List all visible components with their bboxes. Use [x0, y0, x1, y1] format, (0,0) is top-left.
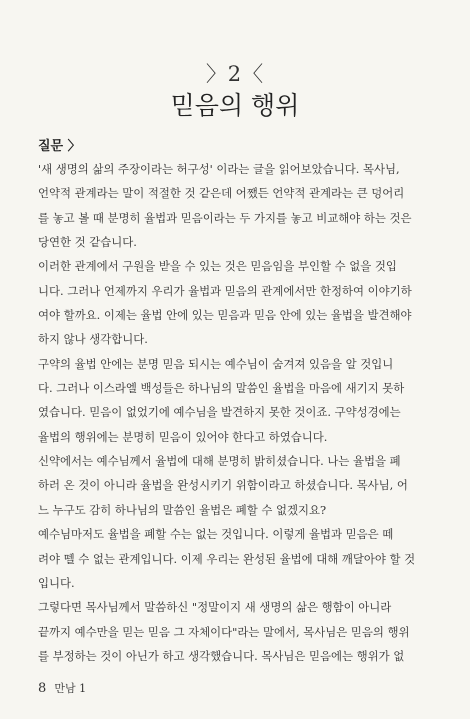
- text-line: 느 누구도 감히 하나님의 말씀인 율법은 폐할 수 없겠지요?: [38, 502, 327, 517]
- chapter-number: 〉2〈: [205, 62, 265, 86]
- text-line: 언약적 관계라는 말이 적절한 것 같은데 어쨌든 언약적 관계라는 큰 덩어리: [38, 186, 405, 201]
- text-line: 율법의 행위에는 분명히 믿음이 있어야 한다고 하였습니다.: [38, 429, 328, 444]
- text-line: 를 부정하는 것이 아닌가 하고 생각했습니다. 목사님은 믿음에는 행위가 없: [38, 648, 405, 663]
- page-footer: [38, 680, 86, 696]
- text-line: 였습니다. 믿음이 없었기에 예수님을 발견하지 못한 것이죠. 구약성경에는: [38, 405, 401, 420]
- text-line: '새 생명의 삶의 주장이라는 허구성' 이라는 글을 읽어보았습니다. 목사님,: [38, 162, 400, 176]
- text-line: 니다. 그러나 언제까지 우리가 율법과 믿음의 관계에서만 한정하여 이야기하: [38, 283, 412, 298]
- text-line: 구약의 율법 안에는 분명 믿음 되시는 예수님이 숨겨져 있음을 알 것입니: [38, 356, 394, 371]
- text-line: 이러한 관계에서 구원을 받을 수 있는 것은 믿음임을 부인할 수 없을 것입: [38, 259, 397, 274]
- section-label: 질문 〉: [38, 139, 81, 154]
- chapter-title: 믿음의 행위: [170, 91, 300, 120]
- text-line: 를 놓고 볼 때 분명히 율법과 믿음이라는 두 가지를 놓고 비교해야 하는 것은: [38, 210, 412, 225]
- text-line: 당연한 것 같습니다.: [38, 235, 137, 250]
- text-line: 그렇다면 목사님께서 말씀하신 "정말이지 새 생명의 삶은 행함이 아니라: [38, 600, 392, 615]
- page-number: 8: [38, 681, 47, 696]
- text-line: 입니다.: [38, 575, 75, 590]
- text-line: 여야 할까요. 이제는 율법 안에 있는 믿음과 믿음 안에 있는 율법을 발견해야: [38, 308, 412, 323]
- book-title: 만남 1: [54, 682, 87, 695]
- text-line: 신약에서는 예수님께서 율법에 대해 분명히 밝히셨습니다. 나는 율법을 폐: [38, 454, 401, 469]
- text-line: 하러 온 것이 아니라 율법을 완성시키기 위함이라고 하셨습니다. 목사님, 어: [38, 478, 408, 493]
- text-line: 하지 않나 생각합니다.: [38, 332, 148, 347]
- text-line: 예수님마저도 율법을 폐할 수는 없는 것입니다. 이렇게 율법과 믿음은 떼: [38, 527, 394, 542]
- text-line: 끝까지 예수만을 믿는 믿음 그 자체이다"라는 말에서, 목사님은 믿음의 행위: [38, 624, 410, 639]
- text-line: 려야 뗄 수 없는 관계입니다. 이제 우리는 완성된 율법에 대해 깨달아야 할 것: [38, 551, 416, 566]
- body-text: [38, 157, 433, 668]
- text-line: 다. 그러나 이스라엘 백성들은 하나님의 말씀인 율법을 마음에 새기지 못하: [38, 381, 405, 396]
